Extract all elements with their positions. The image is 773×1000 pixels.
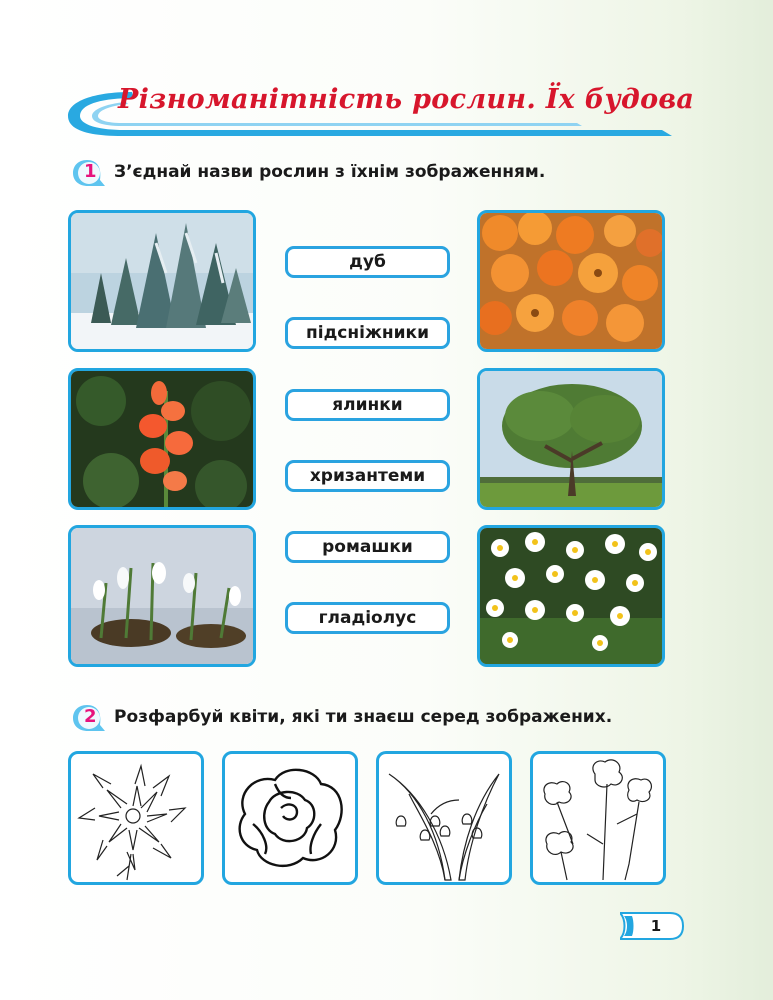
- page-number: 1: [650, 917, 662, 935]
- task-1-number-badge: 1: [72, 158, 106, 188]
- coloring-dahlia[interactable]: [68, 751, 204, 885]
- photo-chrysanthemums: [477, 210, 665, 352]
- photo-daisies: [477, 525, 665, 667]
- word-box-oak[interactable]: дуб: [285, 246, 450, 278]
- coloring-marigolds[interactable]: [530, 751, 666, 885]
- word-box-daisies[interactable]: ромашки: [285, 531, 450, 563]
- task-2-number-badge: 2: [72, 703, 106, 733]
- task-1-instruction: З’єднай назви рослин з їхнім зображенням.: [114, 162, 546, 182]
- photo-oak-tree: [477, 368, 665, 510]
- photo-fir-trees: [68, 210, 256, 352]
- coloring-lily-of-the-valley[interactable]: [376, 751, 512, 885]
- photo-snowdrops: [68, 525, 256, 667]
- word-box-gladiolus[interactable]: гладіолус: [285, 602, 450, 634]
- word-box-chrysanthemums[interactable]: хризантеми: [285, 460, 450, 492]
- word-box-fir-trees[interactable]: ялинки: [285, 389, 450, 421]
- word-box-snowdrops[interactable]: підсніжники: [285, 317, 450, 349]
- task-2-instruction: Розфарбуй квіти, які ти знаєш серед зображених.: [114, 707, 613, 727]
- page-number-tab: [620, 911, 684, 941]
- page-title: Різноманітність рослин. Їх будова: [118, 84, 695, 115]
- coloring-rose[interactable]: [222, 751, 358, 885]
- photo-gladiolus: [68, 368, 256, 510]
